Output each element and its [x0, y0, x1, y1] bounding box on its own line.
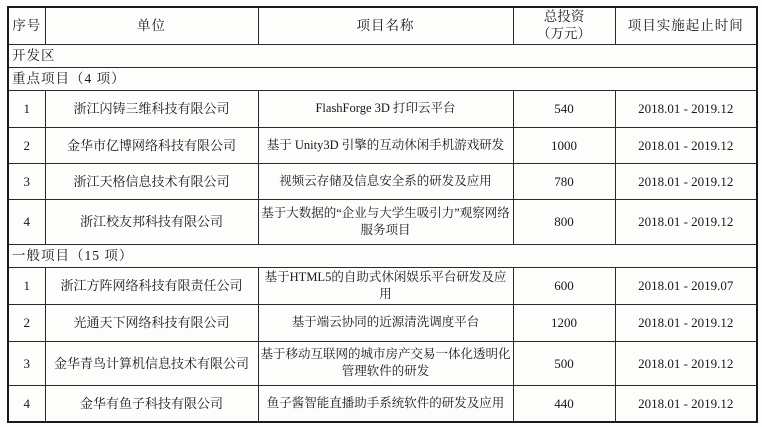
cell-no: 1: [8, 268, 45, 305]
cell-investment: 1200: [513, 305, 615, 341]
header-investment-line2: （万元）: [537, 25, 591, 41]
cell-no: 4: [8, 386, 45, 422]
projects-table: [7, 6, 758, 423]
table-row: [8, 127, 757, 163]
header-no: 序号: [8, 7, 45, 44]
table-row: [8, 163, 757, 199]
cell-investment: 440: [513, 386, 615, 422]
cell-investment: 800: [513, 200, 615, 244]
cell-company: 浙江闪铸三维科技有限公司: [45, 91, 258, 127]
cell-period: 2018.01 - 2019.12: [615, 341, 757, 385]
cell-period: 2018.01 - 2019.12: [615, 200, 757, 244]
table-row: [8, 341, 757, 385]
document-page: [7, 6, 756, 423]
section-row-key-projects: [8, 67, 757, 90]
cell-project: 基于大数据的“企业与大学生吸引力”观察网络服务项目: [258, 200, 513, 244]
header-company: 单位: [45, 7, 258, 44]
header-investment: [513, 7, 615, 44]
cell-project: 视频云存储及信息安全系的研发及应用: [258, 163, 513, 199]
section-row-zone: [8, 44, 757, 67]
cell-period: 2018.01 - 2019.12: [615, 91, 757, 127]
cell-no: 1: [8, 91, 45, 127]
cell-company: 浙江天格信息技术有限公司: [45, 163, 258, 199]
table-row: [8, 386, 757, 422]
cell-no: 4: [8, 200, 45, 244]
cell-company: 浙江校友邦科技有限公司: [45, 200, 258, 244]
cell-period: 2018.01 - 2019.12: [615, 305, 757, 341]
cell-project: 基于端云协同的近源清洗调度平台: [258, 305, 513, 341]
cell-project: 基于 Unity3D 引擎的互动休闲手机游戏研发: [258, 127, 513, 163]
header-investment-line1: 总投资: [543, 9, 585, 24]
section-row-general-projects: [8, 244, 757, 267]
table-row: [8, 268, 757, 305]
cell-period: 2018.01 - 2019.12: [615, 163, 757, 199]
cell-investment: 780: [513, 163, 615, 199]
table-header-row: [8, 7, 757, 44]
cell-investment: 540: [513, 91, 615, 127]
cell-company: 浙江方阵网络科技有限责任公司: [45, 268, 258, 305]
cell-company: 金华青鸟计算机信息技术有限公司: [45, 341, 258, 385]
cell-company: 金华有鱼子科技有限公司: [45, 386, 258, 422]
cell-project: 基于移动互联网的城市房产交易一体化透明化管理软件的研发: [258, 341, 513, 385]
cell-investment: 600: [513, 268, 615, 305]
table-row: [8, 200, 757, 244]
table-row: [8, 91, 757, 127]
cell-project: 基于HTML5的自助式休闲娱乐平台研发及应用: [258, 268, 513, 305]
header-project: 项目名称: [258, 7, 513, 44]
cell-investment: 500: [513, 341, 615, 385]
section-label-key-projects: 重点项目（4 项）: [8, 67, 757, 90]
cell-company: 光通天下网络科技有限公司: [45, 305, 258, 341]
cell-no: 2: [8, 305, 45, 341]
table-row: [8, 305, 757, 341]
cell-no: 3: [8, 163, 45, 199]
cell-period: 2018.01 - 2019.12: [615, 386, 757, 422]
cell-company: 金华市亿博网络科技有限公司: [45, 127, 258, 163]
section-label-general-projects: 一般项目（15 项）: [8, 244, 757, 267]
section-label-zone: 开发区: [8, 44, 757, 67]
cell-project: FlashForge 3D 打印云平台: [258, 91, 513, 127]
cell-investment: 1000: [513, 127, 615, 163]
cell-period: 2018.01 - 2019.07: [615, 268, 757, 305]
cell-period: 2018.01 - 2019.12: [615, 127, 757, 163]
cell-project: 鱼子酱智能直播助手系统软件的研发及应用: [258, 386, 513, 422]
cell-no: 3: [8, 341, 45, 385]
header-period: 项目实施起止时间: [615, 7, 757, 44]
cell-no: 2: [8, 127, 45, 163]
